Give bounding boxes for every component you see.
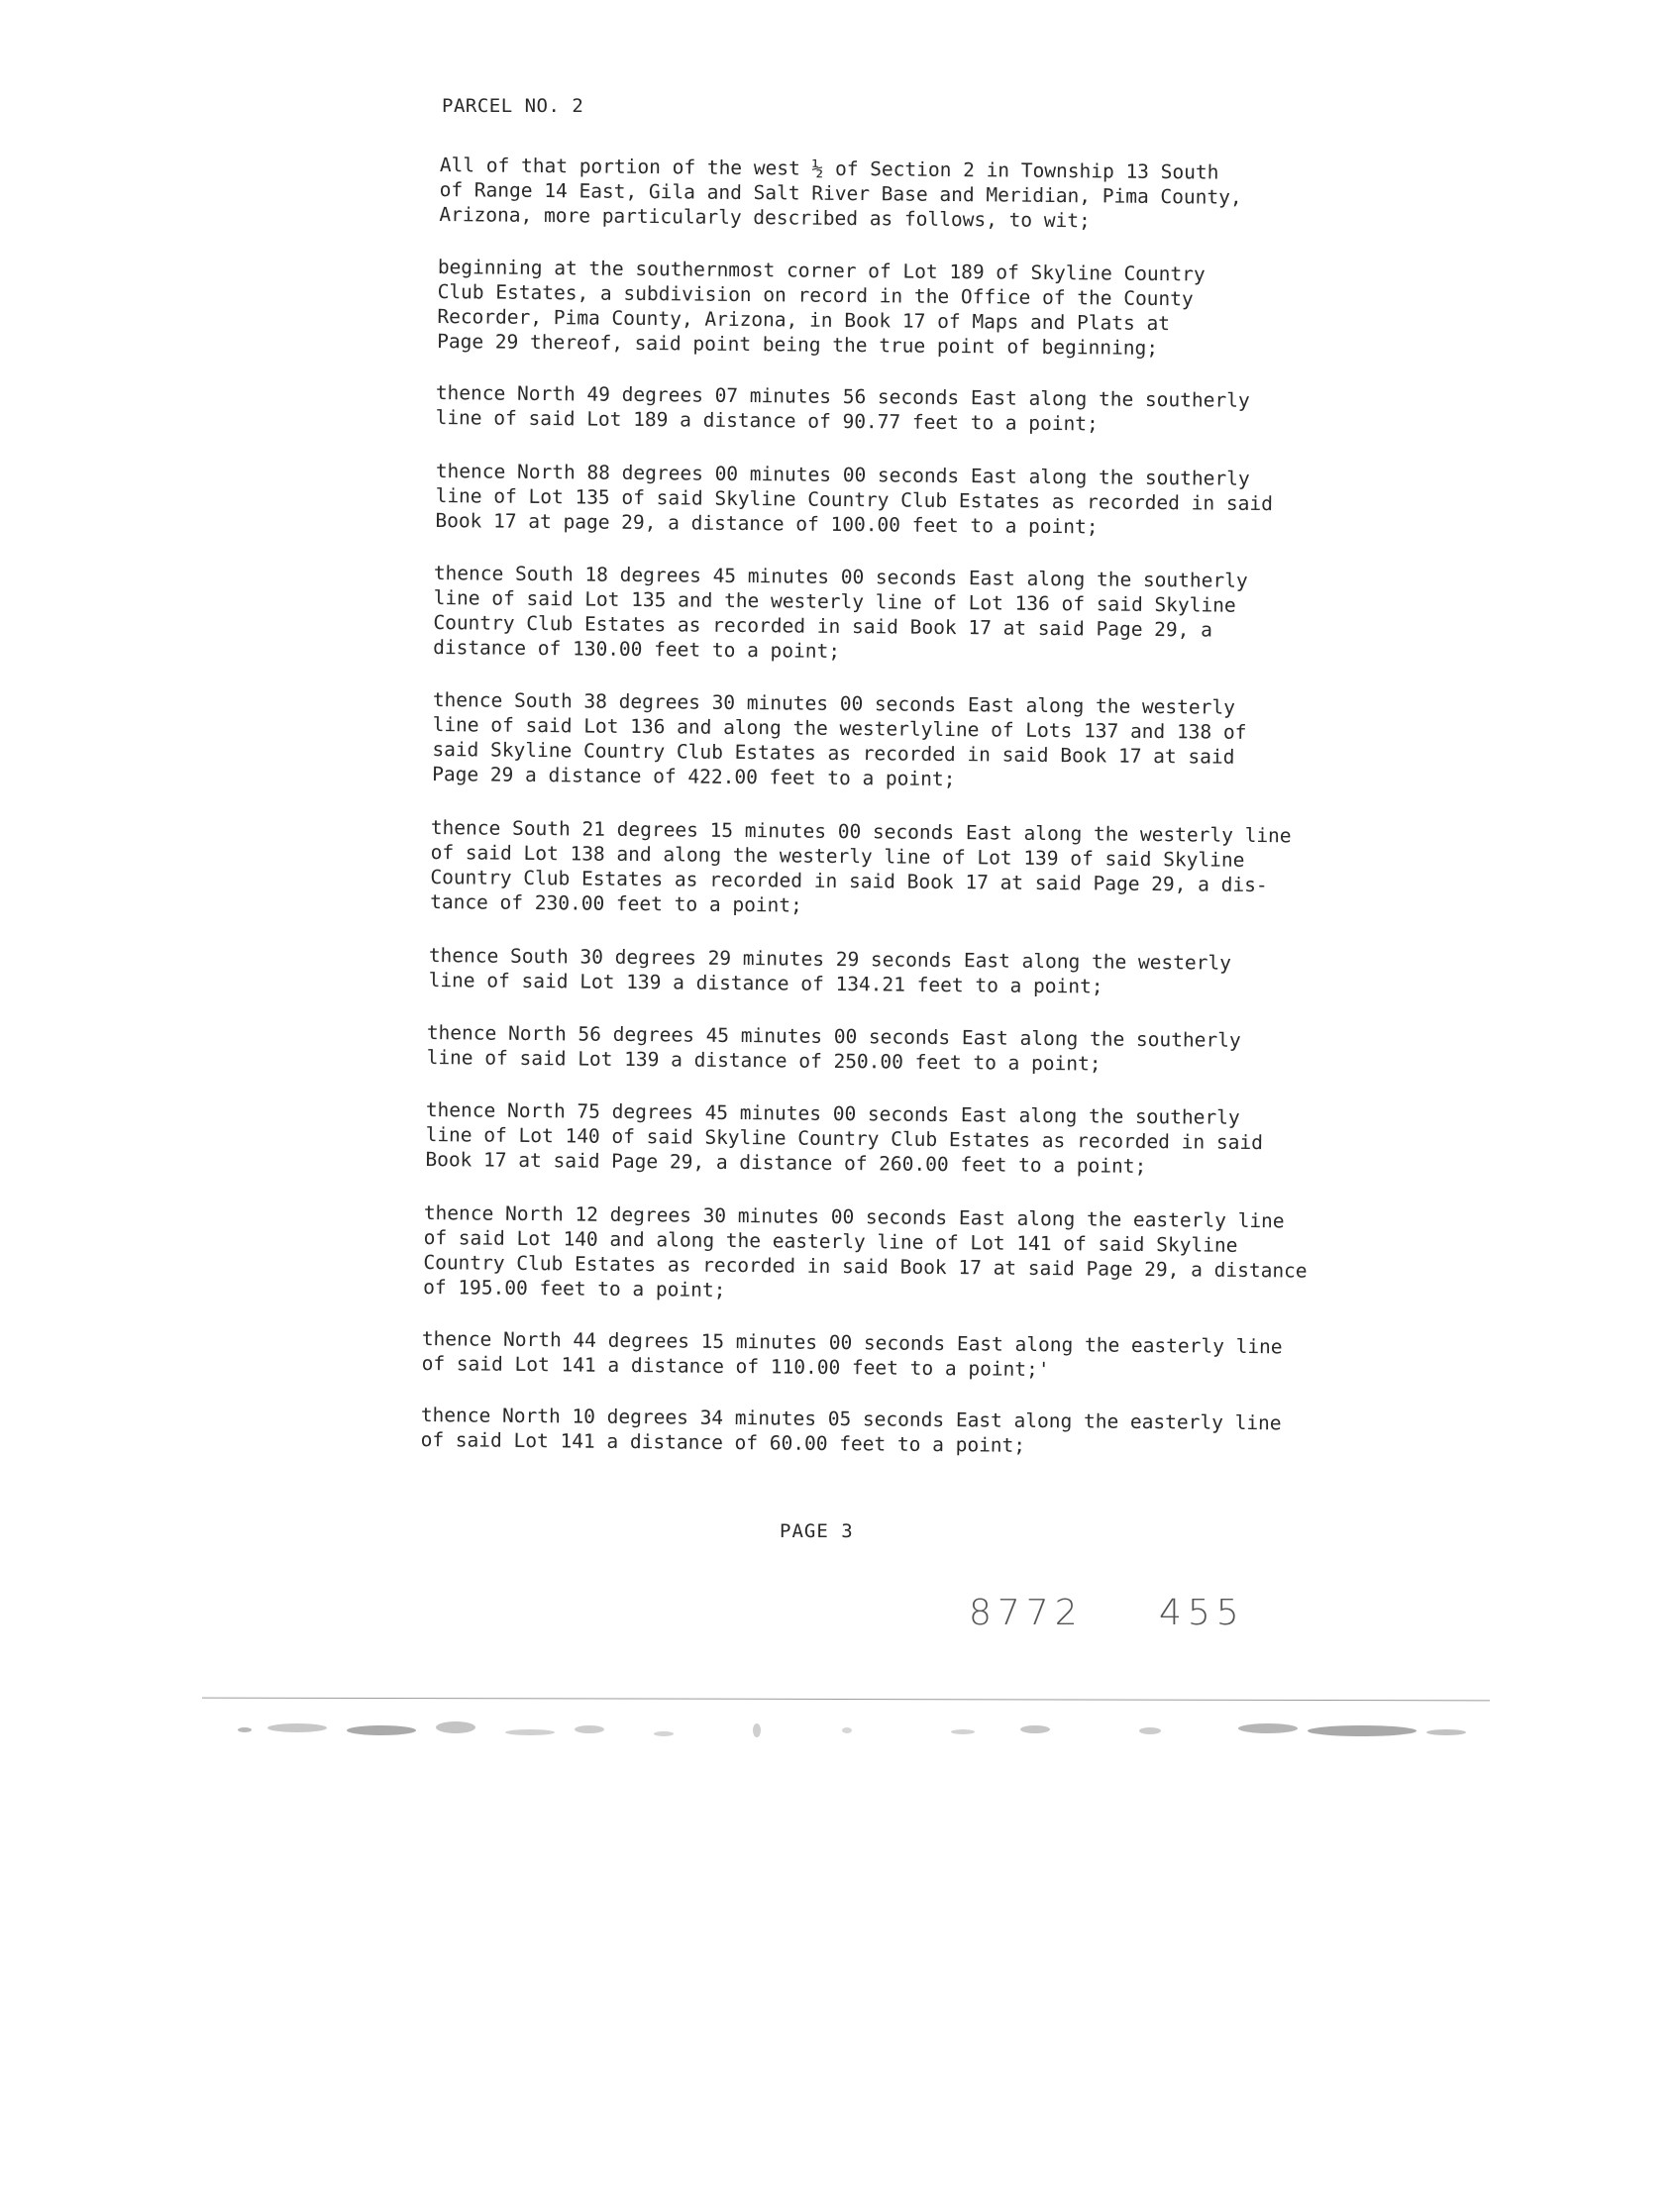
page-number: PAGE 3: [780, 1520, 854, 1542]
recording-page-number: 455: [1159, 1593, 1245, 1633]
paragraph-course-3: thence South 18 degrees 45 minutes 00 seconds East along the southerly line of said Lot 135 and the westerly line of Lot 136 of said Skyline Country Club Estates as recorded in said Book 17 at said Page 29, a distance of 130.00 feet to a point;: [433, 561, 1248, 663]
paragraph-course-7: thence North 56 degrees 45 minutes 00 seconds East along the southerly line of said Lot 139 a distance of 250.00 feet to a point;: [426, 1021, 1241, 1076]
parcel-heading: PARCEL NO. 2: [442, 95, 584, 117]
paragraph-course-6: thence South 30 degrees 29 minutes 29 seconds East along the westerly line of said Lot 139 a distance of 134.21 feet to a point;: [428, 943, 1232, 998]
paragraph-course-11: thence North 10 degrees 34 minutes 05 seconds East along the easterly line of said Lot 141 a distance of 60.00 feet to a point;: [420, 1404, 1282, 1457]
recording-book-number: 8772: [969, 1593, 1084, 1633]
paragraph-course-10: thence North 44 degrees 15 minutes 00 seconds East along the easterly line of said Lot 141 a distance of 110.00 feet to a point;': [421, 1327, 1283, 1382]
scan-divider-line: [202, 1698, 1490, 1702]
paragraph-intro: All of that portion of the west ½ of Section 2 in Township 13 South of Range 14 East, Gila and Salt River Base and Meridian, Pima County, Arizona, more particularly described as follows, to wit;: [439, 153, 1242, 233]
paragraph-course-2: thence North 88 degrees 00 minutes 00 seconds East along the southerly line of Lot 135 of said Skyline Country Club Estates as recorded in said Book 17 at page 29, a distance of 100.00 feet to a point;: [435, 459, 1273, 539]
paragraph-beginning: beginning at the southernmost corner of Lot 189 of Skyline Country Club Estates, a subdivision on record in the Office of the County Recorder, Pima County, Arizona, in Book 17 of Maps and Plats at Page 29 thereof, said point being the true point of beginning;: [437, 255, 1206, 360]
paragraph-course-9: thence North 12 degrees 30 minutes 00 seconds East along the easterly line of said Lot 140 and along the easterly line of Lot 141 of said Skyline Country Club Estates as recorded in said Book 17 at said Page 29, a distance of 195.00 feet to a point;: [423, 1201, 1308, 1302]
paragraph-course-8: thence North 75 degrees 45 minutes 00 seconds East along the southerly line of Lot 140 of said Skyline Country Club Estates as recorded in said Book 17 at said Page 29, a distance of 260.00 feet to a point;: [425, 1098, 1263, 1178]
scan-noise-band: [198, 1706, 1486, 1753]
paragraph-course-5: thence South 21 degrees 15 minutes 00 seconds East along the westerly line of said Lot 138 and along the westerly line of Lot 139 of said Skyline Country Club Estates as recorded in said Book 17 at said Page 29, a dis- tance of 230.00 feet to a point;: [430, 815, 1292, 917]
paragraph-course-4: thence South 38 degrees 30 minutes 00 seconds East along the westerly line of said Lot 136 and along the westerlyline of Lots 137 and 138 of said Skyline Country Club Estates as recorded in said Book 17 at said Page 29 a distance of 422.00 feet to a point;: [432, 687, 1247, 791]
paragraph-course-1: thence North 49 degrees 07 minutes 56 seconds East along the southerly line of said Lot 189 a distance of 90.77 feet to a point;: [435, 380, 1250, 436]
